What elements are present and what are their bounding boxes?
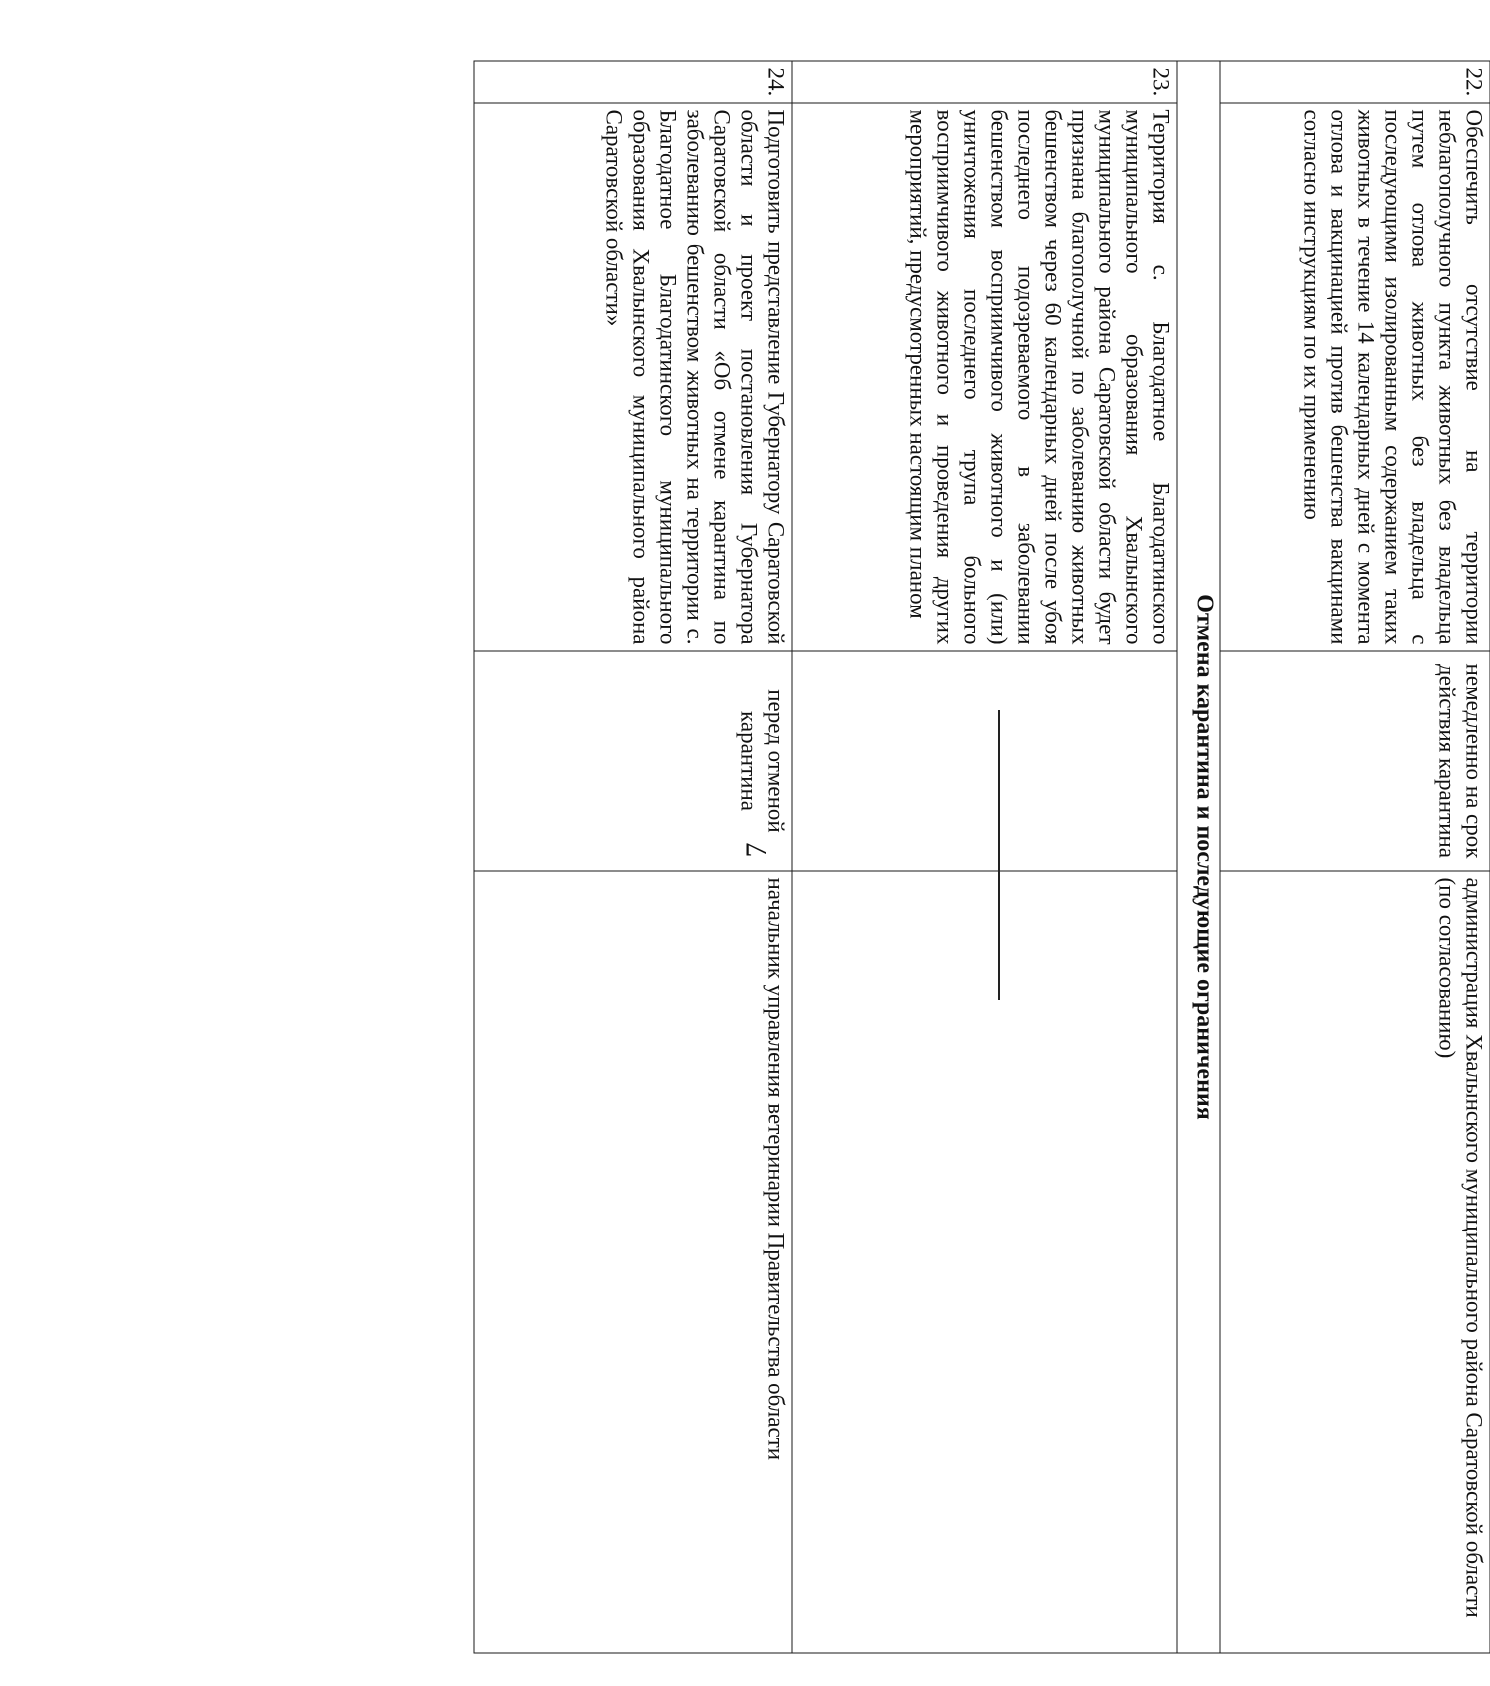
closing-line (998, 710, 1000, 1000)
row-measure-text: Обеспечить отсутствие на территории неблагополучного пункта животных без владельца путем отлова животных без владельца с последующими изолированным содержанием таких животных в течение 14 календарных дней с момента отлова и вакцинацией против бешенства вакцинами согласно инструкциям по их применению (1219, 103, 1489, 651)
table-row (1219, 61, 1489, 1653)
row-responsible: администрация Хвалынского муниципального района Саратовской области (по согласованию) (1219, 871, 1489, 1653)
row-term (791, 651, 1176, 871)
row-responsible (791, 871, 1176, 1653)
page-number: 7 (740, 842, 773, 858)
table-row (791, 61, 1176, 1653)
section-row (1176, 61, 1219, 1653)
row-number: 22. (1219, 61, 1489, 103)
row-measure-text: Территория с. Благодатное Благодатинского муниципального образования Хвалынского муниципального района Саратовской области будет признана благополучной по заболеванию животных бешенством через 60 календарных дней после убоя последнего подозреваемого в заболевании бешенством восприимчивого животного и (или) уничтожения последнего трупа больного восприимчивого животного и проведения других мероприятий, предусмотренных настоящим планом (791, 103, 1176, 651)
row-measure-text: Подготовить представление Губернатору Саратовской области и проект постановления Губернатора Саратовской области «Об отмене карантина по заболеванию бешенством животных на территории с. Благодатное Благодатинского муниципального образования Хвалынского муниципального района Саратовской области» (474, 103, 792, 651)
row-number: 24. (474, 61, 792, 103)
table-row (474, 61, 792, 1653)
row-responsible: начальник управления ветеринарии Правительства области (474, 871, 792, 1653)
row-term: немедленно на срок действия карантина (1219, 651, 1489, 871)
rotated-table-container (473, 60, 1490, 1652)
row-term: перед отменой карантина (474, 651, 792, 871)
plan-table (473, 60, 1490, 1653)
section-title: Отмена карантина и последующие ограничения (1176, 61, 1219, 1653)
row-number: 23. (791, 61, 1176, 103)
